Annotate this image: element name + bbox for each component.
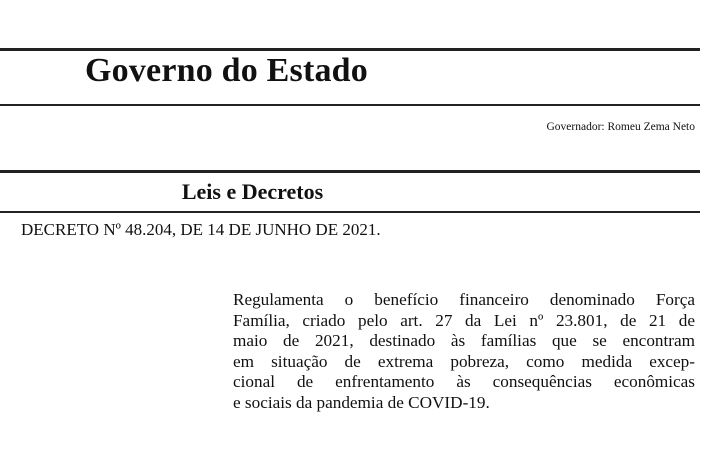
ementa-line: e sociais da pandemia de COVID-19. <box>233 392 490 412</box>
masthead-title: Governo do Estado <box>85 52 368 89</box>
masthead-bottom-rule <box>0 104 700 106</box>
section-title: Leis e Decretos <box>181 179 324 204</box>
governor-name: Governador: Romeu Zema Neto <box>546 121 695 133</box>
ementa-line: Regulamenta o benefício financeiro denominado Força <box>233 290 695 309</box>
section-top-rule <box>0 170 700 173</box>
decree-heading: DECRETO Nº 48.204, DE 14 DE JUNHO DE 2021. <box>21 220 381 239</box>
section-bottom-rule <box>0 211 700 213</box>
decree-ementa <box>233 290 695 413</box>
ementa-line: Família, criado pelo art. 27 da Lei nº 23.801, de 21 de <box>233 310 695 330</box>
top-rule <box>0 48 700 51</box>
ementa-line: maio de 2021, destinado às famílias que se encontram <box>233 331 695 350</box>
ementa-line: cional de enfrentamento às consequências econômicas <box>233 372 695 391</box>
ementa-line: em situação de extrema pobreza, como medida excep- <box>233 351 695 371</box>
